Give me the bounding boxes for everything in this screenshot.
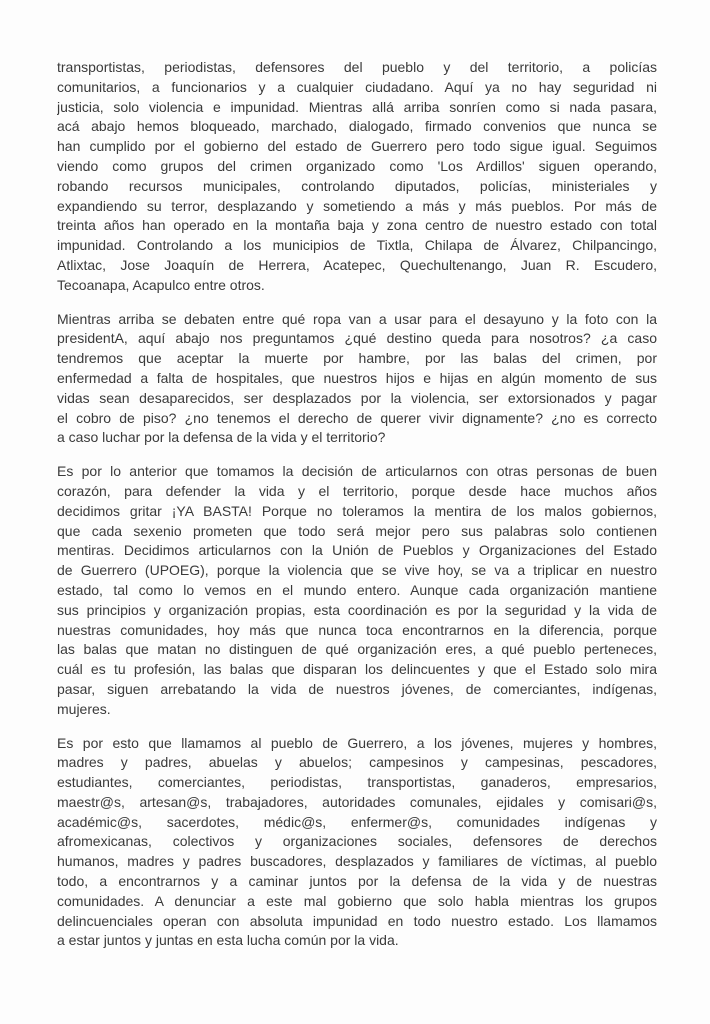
- text-line: afromexicanas, colectivos y organizaciones sociales, defensores de derechos: [57, 833, 657, 850]
- text-line: las balas que matan no distinguen de qué organización eres, a qué pueblo perteneces,: [57, 641, 657, 658]
- text-line: humanos, madres y padres buscadores, desplazados y familiares de víctimas, al pueblo: [57, 853, 657, 870]
- text-line: acá abajo hemos bloqueado, marchado, dialogado, firmado convenios que nunca se: [57, 118, 657, 135]
- text-line: Es por esto que llamamos al pueblo de Guerrero, a los jóvenes, mujeres y hombres,: [57, 734, 657, 751]
- text-line: tendremos que aceptar la muerte por hambre, por las balas del crimen, por: [57, 350, 657, 367]
- text-line: cuál es tu profesión, las balas que disparan los delincuentes y que el Estado solo mira: [57, 661, 657, 678]
- text-line: enfermedad a falta de hospitales, que nuestros hijos e hijas en algún momento de sus: [57, 369, 657, 386]
- paragraph-3: [57, 462, 657, 719]
- text-line: maestr@s, artesan@s, trabajadores, autoridades comunales, ejidales y comisari@s,: [57, 793, 657, 810]
- text-line: expandiendo su terror, desplazando y sometiendo a más y más pueblos. Por más de: [57, 197, 657, 214]
- paragraph-2: [57, 310, 657, 449]
- text-line: nuestras comunidades, hoy más que nunca toca encontrarnos en la diferencia, porque: [57, 621, 657, 638]
- text-line: de Guerrero (UPOEG), porque la violencia que se vive hoy, se va a triplicar en nuestro: [57, 562, 657, 579]
- text-line: madres y padres, abuelas y abuelos; campesinos y campesinas, pescadores,: [57, 754, 657, 771]
- text-line: pasar, siguen arrebatando la vida de nuestros jóvenes, de comerciantes, indígenas,: [57, 680, 657, 697]
- text-line: corazón, para defender la vida y el territorio, porque desde hace muchos años: [57, 482, 657, 499]
- text-line: vidas sean desaparecidos, ser desplazados por la violencia, ser extorsionados y pagar: [57, 389, 657, 406]
- text-line: Mientras arriba se debaten entre qué ropa van a usar para el desayuno y la foto con la: [57, 310, 657, 327]
- text-line: estudiantes, comerciantes, periodistas, transportistas, ganaderos, empresarios,: [57, 774, 657, 791]
- text-line: justicia, solo violencia e impunidad. Mientras allá arriba sonríen como si nada pasara,: [57, 98, 657, 115]
- text-line: Tecoanapa, Acapulco entre otros.: [57, 276, 265, 293]
- text-line: transportistas, periodistas, defensores del pueblo y del territorio, a policías: [57, 59, 657, 75]
- text-line: robando recursos municipales, controlando diputados, policías, ministeriales y: [57, 177, 657, 194]
- text-line: comunitarios, a funcionarios y a cualquier ciudadano. Aquí ya no hay seguridad ni: [57, 78, 657, 95]
- text-line: impunidad. Controlando a los municipios de Tixtla, Chilapa de Álvarez, Chilpancingo,: [57, 237, 657, 254]
- text-line: todo, a encontrarnos y a caminar juntos por la defensa de la vida y de nuestras: [57, 873, 657, 890]
- text-line: estado, tal como lo vemos en el mundo entero. Aunque cada organización mantiene: [57, 581, 657, 598]
- text-line: Es por lo anterior que tomamos la decisión de articularnos con otras personas de buen: [57, 463, 657, 480]
- text-line: decidimos gritar ¡YA BASTA! Porque no toleramos la mentira de los malos gobiernos,: [57, 502, 657, 519]
- text-line: viendo como grupos del crimen organizado como 'Los Ardillos' siguen operando,: [57, 157, 657, 174]
- text-line: mujeres.: [57, 700, 111, 717]
- text-line: Atlixtac, Jose Joaquín de Herrera, Acatepec, Quechultenango, Juan R. Escudero,: [57, 256, 657, 273]
- text-line: que cada sexenio prometen que todo será mejor pero sus palabras solo contienen: [57, 522, 657, 539]
- paragraph-1: [57, 58, 657, 296]
- text-line: han cumplido por el gobierno del estado de Guerrero pero todo sigue igual. Seguimos: [57, 138, 657, 155]
- text-line: a caso luchar por la defensa de la vida y el territorio?: [57, 429, 386, 446]
- text-line: comunidades. A denunciar a este mal gobierno que solo habla mientras los grupos: [57, 892, 657, 909]
- document-text-block: [57, 58, 657, 951]
- text-line: delincuenciales operan con absoluta impunidad en todo nuestro estado. Los llamamos: [57, 912, 657, 929]
- text-line: a estar juntos y juntas en esta lucha común por la vida.: [57, 932, 399, 949]
- text-line: treinta años han operado en la montaña baja y zona centro de nuestro estado con total: [57, 217, 657, 234]
- paragraph-4: [57, 734, 657, 952]
- text-line: el cobro de piso? ¿no tenemos el derecho de querer vivir dignamente? ¿no es correcto: [57, 409, 657, 426]
- text-line: académic@s, sacerdotes, médic@s, enfermer@s, comunidades indígenas y: [57, 813, 657, 830]
- text-line: sus principios y organización propias, esta coordinación es por la seguridad y la vida de: [57, 601, 657, 618]
- text-line: presidentA, aquí abajo nos preguntamos ¿qué destino queda para nosotros? ¿a caso: [57, 330, 657, 347]
- text-line: mentiras. Decidimos articularnos con la Unión de Pueblos y Organizaciones del Estado: [57, 542, 657, 559]
